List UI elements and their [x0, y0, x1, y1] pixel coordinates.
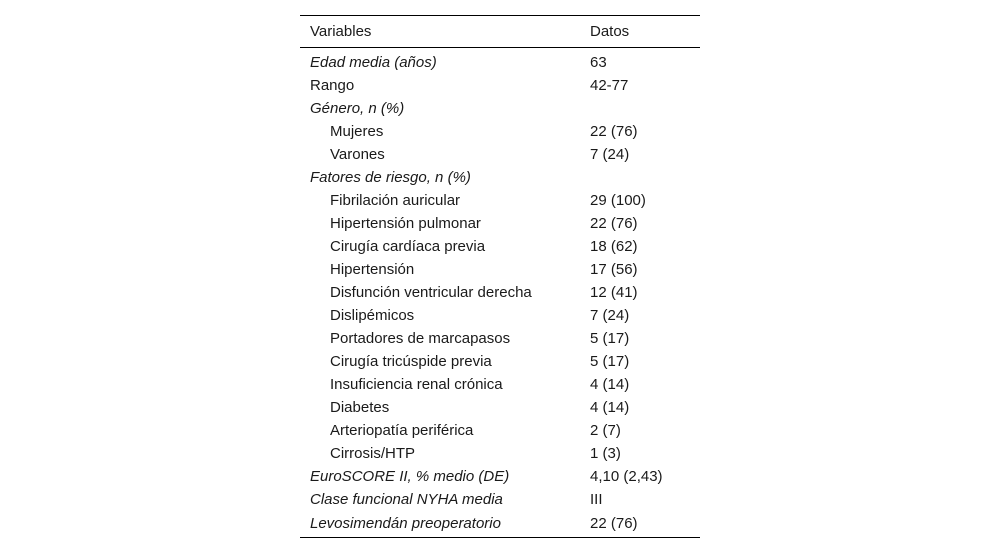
variable-cell: Insuficiencia renal crónica [330, 375, 503, 393]
variable-cell: Dislipémicos [330, 306, 415, 324]
table-row [300, 258, 700, 281]
variable-cell: Fibrilación auricular [330, 191, 461, 209]
table-row [300, 304, 700, 327]
value-cell: 5 (17) [590, 352, 630, 370]
table-row [300, 189, 700, 212]
value-cell: 63 [590, 53, 607, 71]
value-cell: 17 (56) [590, 260, 638, 278]
value-cell: 18 (62) [590, 237, 638, 255]
table-row [300, 419, 700, 442]
variable-cell: Rango [310, 76, 355, 94]
table-row [300, 327, 700, 350]
variable-cell: Cirugía tricúspide previa [330, 352, 492, 370]
table-header [300, 16, 700, 48]
value-cell: 42-77 [590, 76, 629, 94]
table-row [300, 511, 700, 538]
table-row [300, 166, 700, 189]
value-cell: 12 (41) [590, 283, 638, 301]
variable-cell: Hipertensión [330, 260, 415, 278]
variable-cell: EuroSCORE II, % medio (DE) [310, 467, 510, 485]
variable-cell: Varones [330, 145, 385, 163]
variable-cell: Edad media (años) [310, 53, 437, 71]
table-body [300, 48, 700, 538]
variable-cell: Arteriopatía periférica [330, 421, 474, 439]
value-cell: 7 (24) [590, 306, 630, 324]
value-cell: 22 (76) [580, 511, 700, 538]
variable-cell: Levosimendán preoperatorio [300, 511, 580, 538]
value-cell: 22 (76) [590, 214, 638, 232]
header-variables: Variables [300, 16, 580, 48]
value-cell: 2 (7) [590, 421, 621, 439]
table-row [300, 212, 700, 235]
variable-cell: Hipertensión pulmonar [330, 214, 481, 232]
header-datos: Datos [580, 16, 700, 48]
table-row [300, 74, 700, 97]
value-cell [580, 166, 700, 189]
table-row [300, 465, 700, 488]
table-row [300, 97, 700, 120]
value-cell: 4 (14) [590, 375, 630, 393]
table-row [300, 488, 700, 511]
table-row [300, 373, 700, 396]
table-row [300, 350, 700, 373]
table-row [300, 143, 700, 166]
value-cell: 4 (14) [590, 398, 630, 416]
value-cell: 29 (100) [590, 191, 646, 209]
value-cell [580, 97, 700, 120]
table-row [300, 281, 700, 304]
variable-cell: Mujeres [330, 122, 384, 140]
value-cell: 5 (17) [590, 329, 630, 347]
value-cell: 22 (76) [590, 122, 638, 140]
value-cell: 4,10 (2,43) [590, 467, 663, 485]
variable-cell: Portadores de marcapasos [330, 329, 511, 347]
value-cell: 1 (3) [590, 444, 621, 462]
variable-cell: Diabetes [330, 398, 390, 416]
variable-cell: Cirugía cardíaca previa [330, 237, 486, 255]
variable-cell: Fatores de riesgo, n (%) [310, 168, 471, 186]
value-cell: 7 (24) [590, 145, 630, 163]
variable-cell: Clase funcional NYHA media [310, 490, 503, 508]
table-row [300, 442, 700, 465]
table-row [300, 235, 700, 258]
patient-characteristics-table [300, 15, 700, 538]
table-row [300, 120, 700, 143]
header-row [300, 16, 700, 48]
variable-cell: Género, n (%) [310, 99, 405, 117]
value-cell: III [590, 490, 603, 508]
variable-cell: Cirrosis/HTP [330, 444, 415, 462]
table-row [300, 396, 700, 419]
variable-cell: Disfunción ventricular derecha [330, 283, 532, 301]
table-row [300, 48, 700, 75]
patient-characteristics-table-container [300, 15, 700, 538]
